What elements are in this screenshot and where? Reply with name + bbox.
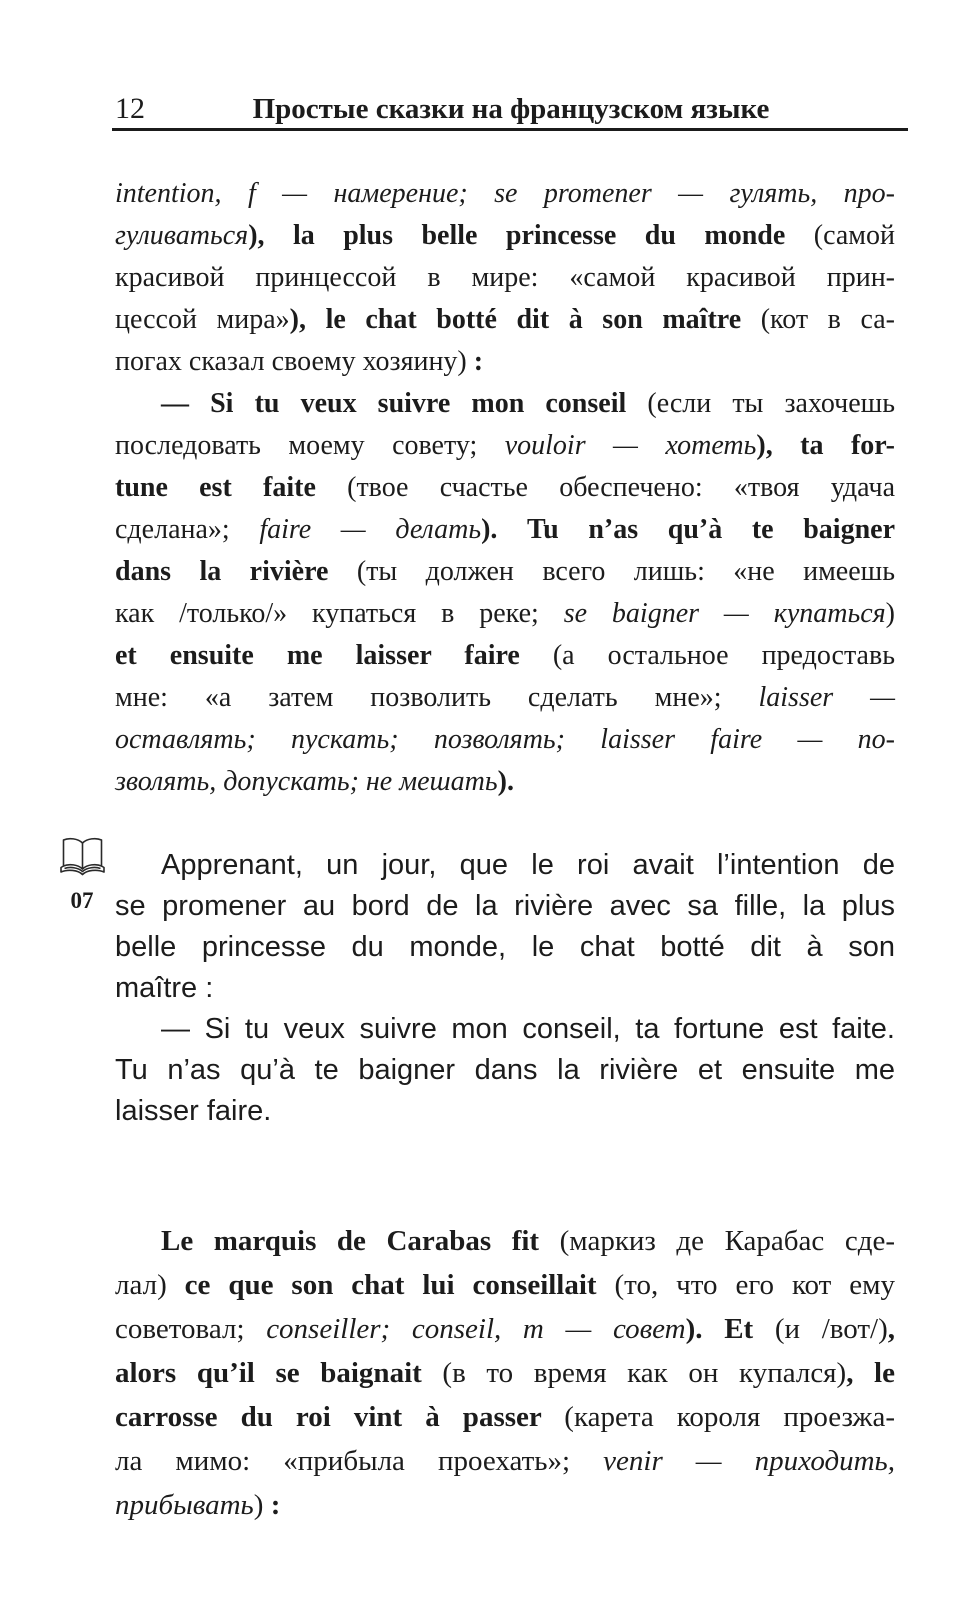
text-segment: : bbox=[270, 1489, 281, 1521]
bilingual-text-block-2 bbox=[115, 1219, 895, 1527]
text-segment: оставлять; пускать; позволять; laisser faire — по- bbox=[115, 724, 895, 755]
text-segment: Tu n’as qu’à te baigner dans la rivière et ensuite me bbox=[115, 1054, 895, 1086]
page-header bbox=[115, 92, 907, 126]
text-segment: — Si tu veux suivre mon conseil, ta fortune est faite. bbox=[161, 1013, 895, 1045]
running-title: Простые сказки на французском языке bbox=[252, 93, 770, 125]
text-segment: Apprenant, un jour, que le roi avait l’intention de bbox=[161, 849, 895, 881]
bilingual-text-block bbox=[115, 173, 895, 803]
text-line bbox=[115, 257, 895, 299]
text-segment: se baigner — купаться bbox=[563, 598, 886, 629]
text-line bbox=[115, 1050, 895, 1091]
text-line bbox=[115, 719, 895, 761]
paragraph bbox=[115, 1219, 895, 1527]
text-segment: — Si tu veux suivre mon conseil bbox=[161, 388, 648, 419]
text-segment: faire — делать bbox=[259, 514, 482, 545]
text-line bbox=[115, 886, 895, 927]
text-segment: : bbox=[473, 346, 484, 377]
text-segment: ), la plus belle princesse du monde bbox=[248, 220, 786, 251]
text-line bbox=[115, 1219, 895, 1263]
text-segment: ) bbox=[885, 598, 895, 629]
text-line bbox=[115, 927, 895, 968]
text-segment: последовать моему совету; bbox=[115, 430, 505, 461]
text-line bbox=[115, 425, 895, 467]
text-segment: погах сказал своему хозяину) bbox=[115, 346, 474, 377]
text-segment: ла мимо: «прибыла проехать»; bbox=[115, 1445, 604, 1477]
text-segment: ), ta for- bbox=[756, 430, 895, 461]
paragraph bbox=[115, 383, 895, 803]
text-segment: conseiller; conseil, m — совет bbox=[266, 1313, 686, 1345]
text-segment: зволять, допускать; не мешать bbox=[115, 766, 498, 797]
text-line bbox=[115, 341, 895, 383]
text-line bbox=[115, 467, 895, 509]
text-line bbox=[115, 383, 895, 425]
text-segment: как /только/» купаться в реке; bbox=[115, 598, 564, 629]
text-segment: ce que son chat lui conseillait bbox=[184, 1269, 615, 1301]
text-segment: (карета короля проезжа- bbox=[564, 1401, 895, 1433]
text-line bbox=[115, 299, 895, 341]
text-segment: (и /вот/) bbox=[774, 1313, 888, 1345]
text-segment: laisser faire. bbox=[115, 1095, 272, 1127]
text-segment: лал) bbox=[115, 1269, 185, 1301]
text-line bbox=[115, 1395, 895, 1439]
page-number: 12 bbox=[115, 92, 145, 125]
text-segment: et ensuite me laisser faire bbox=[115, 640, 553, 671]
text-segment: красивой принцессой в мире: «самой красивой прин- bbox=[115, 262, 895, 293]
text-segment: ). Et bbox=[685, 1313, 775, 1345]
text-line bbox=[115, 845, 895, 886]
paragraph bbox=[115, 845, 895, 1009]
text-line bbox=[115, 968, 895, 1009]
text-segment: ), le chat botté dit à son maître bbox=[289, 304, 742, 335]
text-segment: (маркиз де Карабас сде- bbox=[559, 1225, 895, 1257]
french-only-text-block bbox=[115, 845, 895, 1132]
text-segment: tune est faite bbox=[115, 472, 348, 503]
text-segment: vouloir — хотеть bbox=[504, 430, 757, 461]
text-line bbox=[115, 551, 895, 593]
text-segment: прибывать bbox=[115, 1489, 254, 1521]
paragraph bbox=[115, 1009, 895, 1132]
header-rule bbox=[112, 128, 908, 131]
text-segment: , le bbox=[846, 1357, 895, 1389]
text-segment: dans la rivière bbox=[115, 556, 357, 587]
text-segment: (ты должен всего лишь: «не имеешь bbox=[356, 556, 895, 587]
paragraph bbox=[115, 173, 895, 383]
audio-track-marker bbox=[56, 836, 108, 913]
text-line bbox=[115, 1351, 895, 1395]
text-segment: советовал; bbox=[115, 1313, 267, 1345]
text-segment: (а остальное предоставь bbox=[552, 640, 895, 671]
text-line bbox=[115, 1009, 895, 1050]
text-segment: (твое счастье обеспечено: «твоя удача bbox=[347, 472, 895, 503]
text-segment: laisser — bbox=[758, 682, 895, 713]
open-book-icon bbox=[59, 836, 106, 878]
text-line bbox=[115, 635, 895, 677]
text-segment: гуливаться bbox=[115, 220, 249, 251]
text-segment: se promener au bord de la rivière avec sa fille, la plus bbox=[115, 890, 895, 922]
text-line bbox=[115, 761, 895, 803]
text-segment: intention, f — намерение; se promener — гулять, про- bbox=[115, 178, 895, 209]
text-segment: сделана»; bbox=[115, 514, 260, 545]
text-segment: ). bbox=[497, 766, 514, 797]
text-segment: Le marquis de Carabas fit bbox=[161, 1225, 560, 1257]
text-line bbox=[115, 173, 895, 215]
text-segment: alors qu’il se baignait bbox=[115, 1357, 443, 1389]
text-segment: (кот в са- bbox=[741, 304, 895, 335]
text-line bbox=[115, 509, 895, 551]
text-line bbox=[115, 1307, 895, 1351]
text-segment: (то, что его кот ему bbox=[614, 1269, 896, 1301]
text-line bbox=[115, 215, 895, 257]
text-segment: ) bbox=[253, 1489, 271, 1521]
text-segment: carrosse du roi vint à passer bbox=[115, 1401, 565, 1433]
text-segment: , bbox=[887, 1313, 895, 1345]
text-segment: (в то время как он купался) bbox=[442, 1357, 847, 1389]
text-line bbox=[115, 1483, 895, 1527]
text-segment: venir — приходить, bbox=[603, 1445, 896, 1477]
text-segment: belle princesse du monde, le chat botté dit à son bbox=[115, 931, 895, 963]
text-segment: мне: «а затем позволить сделать мне»; bbox=[115, 682, 759, 713]
text-line bbox=[115, 593, 895, 635]
text-segment: (самой bbox=[785, 220, 895, 251]
text-segment: maître : bbox=[115, 972, 214, 1004]
text-line bbox=[115, 1263, 895, 1307]
text-line bbox=[115, 1439, 895, 1483]
track-number: 07 bbox=[70, 888, 94, 913]
text-line bbox=[115, 1091, 895, 1132]
text-segment: (если ты захочешь bbox=[647, 388, 896, 419]
text-line bbox=[115, 677, 895, 719]
text-segment: цессой мира» bbox=[115, 304, 290, 335]
text-segment: ). Tu n’as qu’à te baigner bbox=[481, 514, 895, 545]
